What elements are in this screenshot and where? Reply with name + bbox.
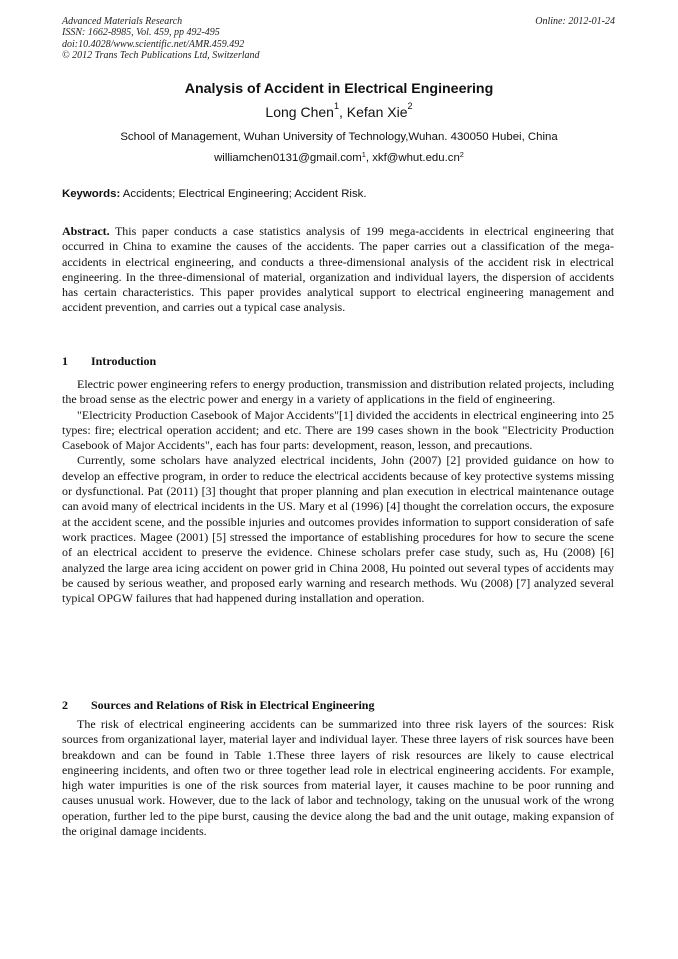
keywords-text: Accidents; Electrical Engineering; Accident Risk. <box>120 188 367 200</box>
keywords <box>62 188 614 200</box>
paragraph: Currently, some scholars have analyzed electrical incidents, John (2007) [2] provided guidance on how to develop an effective program, in order to reduce the electrical accidents because of key protective systems missing or dysfunctional. Pat (2011) [3] thought that proper planning and plan execution in electrical maintenance outage can avoid many of electrical incidents in the US. Mary et al (1996) [4] thought the correlation occurs, the exposure at the accident scene, and the possible injuries and outcomes provides information to support consideration of safe work practices. Magee (2001) [5] stressed the importance of establishing procedures for how to secure the scene of an electrical accident to preserve the evidence. Chinese scholars prefer case study, such as, Hu (2008) [6] analyzed the large area icing accident on power grid in China 2008, Hu pointed out several types of accidents may be caused by serious weather, and proposed early warning and research methods. Wu (2008) [7] analyzed several typical OPGW failures that had happened during installation and operation. <box>62 453 614 606</box>
author-line <box>0 101 678 120</box>
email-line <box>0 149 678 164</box>
author-name: Kefan Xie <box>346 104 408 120</box>
email-address: xkf@whut.edu.cn <box>372 152 460 164</box>
section-title: Introduction <box>91 354 157 368</box>
section-heading <box>62 698 614 713</box>
author-name: Long Chen <box>265 104 334 120</box>
journal-header <box>62 16 260 61</box>
email-superscript: 2 <box>459 149 464 159</box>
abstract-label: Abstract. <box>62 224 110 238</box>
email-superscript: 1 <box>361 149 366 159</box>
paragraph: The risk of electrical engineering accidents can be summarized into three risk layers of the sources: Risk sources from organizational layer, material layer and individual layer. These three layers of risk sources have been breakdown and can be found in Table 1.These three layers of risk resources are likely to cause electrical engineering incidents, and often two or three together lead role in electrical engineering accidents. For example, high water impurities is one of the risk sources from material layer, it causes machine to be poor running and causes unusual work. However, due to the lack of labor and technology, taking on the unusual work of the wrong operation, further led to the pipe burst, causing the device along the bad and the unit outage, making expansion of the original damage incidents. <box>62 717 614 839</box>
introduction-body <box>62 377 614 606</box>
doi-line: doi:10.4028/www.scientific.net/AMR.459.492 <box>62 38 245 50</box>
section-number: 1 <box>62 354 68 368</box>
author-separator: , <box>339 104 347 120</box>
issn-line: ISSN: 1662-8985, Vol. 459, pp 492-495 <box>62 27 220 39</box>
section-heading <box>62 354 614 369</box>
author-superscript: 1 <box>333 101 339 112</box>
keywords-label: Keywords: <box>62 188 121 200</box>
email-address: williamchen0131@gmail.com <box>214 152 362 164</box>
email-separator: , <box>365 152 373 164</box>
author-superscript: 2 <box>407 101 413 112</box>
sources-body <box>62 717 614 839</box>
paragraph: Electric power engineering refers to energy production, transmission and distribution related projects, including the broad sense as the electric power and energy in a variety of applications in the field of engineering. <box>62 377 614 407</box>
abstract <box>62 224 614 316</box>
abstract-text: This paper conducts a case statistics analysis of 199 mega-accidents in electrical engineering that occurred in China to examine the causes of the accidents. The paper carries out a classification of the mega-accidents in electrical engineering, and conducts a three-dimensional analysis of the accident risk in electrical engineering. In the three-dimensional of material, organization and individual layers, the dispersion of accidents has certain characteristics. This paper provides analytical support to electrical engineering management and accident prevention, and carries out a typical case analysis. <box>62 224 614 315</box>
journal-name: Advanced Materials Research <box>62 16 183 27</box>
affiliation: School of Management, Wuhan University of Technology,Wuhan. 430050 Hubei, China <box>120 131 558 143</box>
section-number: 2 <box>62 698 68 712</box>
online-date: Online: 2012-01-24 <box>535 16 615 27</box>
paper-title: Analysis of Accident in Electrical Engineering <box>184 81 494 97</box>
section-title: Sources and Relations of Risk in Electrical Engineering <box>91 698 375 712</box>
paragraph: "Electricity Production Casebook of Major Accidents"[1] divided the accidents in electrical engineering into 25 types: fire; electrical operation accident; and etc. There are 199 cases shown in the book "Electricity Production Casebook of Major Accidents", each has four parts: development, reason, lesson, and precautions. <box>62 407 614 453</box>
copyright-line: © 2012 Trans Tech Publications Ltd, Switzerland <box>62 49 260 61</box>
